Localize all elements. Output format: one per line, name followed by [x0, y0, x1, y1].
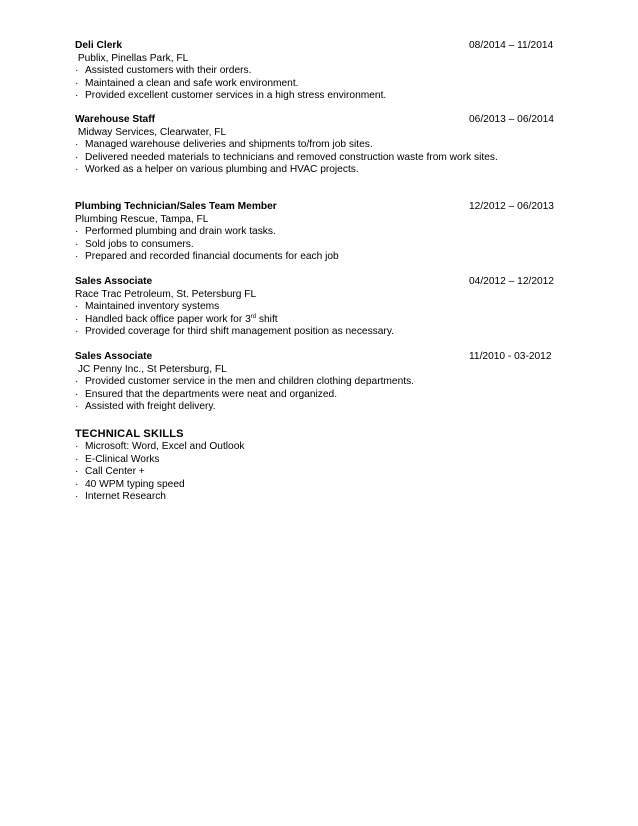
list-item: · Provided excellent customer services in a high stress environment. — [75, 90, 387, 102]
job-company: Race Trac Petroleum, St. Petersburg FL — [75, 288, 257, 300]
list-item: · Sold jobs to consumers. — [75, 238, 194, 250]
job-company: Midway Services, Clearwater, FL — [75, 126, 227, 138]
bullet-dot: · — [75, 77, 79, 89]
job-title: Sales Associate — [75, 351, 153, 362]
bullet-dot: · — [75, 441, 79, 452]
list-item: · Prepared and recorded financial documents for each job — [75, 251, 339, 263]
job-bullets — [75, 301, 563, 339]
bullet-dot: · — [75, 491, 79, 503]
job-entry — [75, 276, 563, 339]
job-company: JC Penny Inc., St Petersburg, FL — [75, 363, 227, 375]
list-item: · Microsoft: Word, Excel and Outlook — [75, 441, 245, 452]
bullet-dot: · — [75, 151, 79, 163]
job-bullets — [75, 376, 563, 414]
list-item: · Performed plumbing and drain work tasks. — [75, 226, 276, 238]
list-item: · Worked as a helper on various plumbing and HVAC projects. — [75, 164, 359, 176]
job-title: Plumbing Technician/Sales Team Member — [75, 201, 277, 212]
section-title-technical-skills: TECHNICAL SKILLS — [75, 428, 184, 440]
job-bullets — [75, 226, 563, 264]
list-item: · Call Center + — [75, 466, 145, 478]
job-entry — [75, 114, 563, 177]
bullet-dot: · — [75, 466, 79, 478]
job-bullets — [75, 65, 563, 103]
bullet-dot: · — [75, 251, 79, 263]
bullet-dot: · — [75, 90, 79, 102]
bullet-dot: · — [75, 388, 79, 400]
bullet-dot: · — [75, 376, 79, 388]
job-dates: 12/2012 – 06/2013 — [469, 201, 554, 212]
list-item: · Ensured that the departments were neat and organized. — [75, 388, 338, 400]
list-item: · Managed warehouse deliveries and shipments to/from job sites. — [75, 139, 373, 151]
job-entry — [75, 351, 563, 414]
job-title: Warehouse Staff — [75, 114, 156, 125]
bullet-dot: · — [75, 226, 79, 238]
list-item: · Provided customer service in the men and children clothing departments. — [75, 376, 414, 388]
list-item: · Handled back office paper work for 3rd shift — [75, 313, 278, 325]
job-dates: 08/2014 – 11/2014 — [469, 40, 554, 51]
bullet-dot: · — [75, 401, 79, 413]
bullet-dot: · — [75, 65, 79, 77]
job-title: Deli Clerk — [75, 40, 122, 51]
list-item: · Maintained a clean and safe work environment. — [75, 77, 299, 89]
job-entry — [75, 40, 563, 103]
list-item: · Provided coverage for third shift management position as necessary. — [75, 326, 394, 338]
job-company: Publix, Pinellas Park, FL — [75, 52, 189, 64]
list-item: · Internet Research — [75, 491, 166, 503]
list-item: · Assisted customers with their orders. — [75, 65, 252, 77]
list-item: · Maintained inventory systems — [75, 301, 220, 313]
list-item: · 40 WPM typing speed — [75, 478, 185, 490]
skills-list — [75, 441, 244, 504]
bullet-dot: · — [75, 326, 79, 338]
job-dates: 06/2013 – 06/2014 — [469, 114, 554, 125]
list-item: · E-Clinical Works — [75, 453, 160, 465]
bullet-dot: · — [75, 478, 79, 490]
bullet-dot: · — [75, 139, 79, 151]
bullet-dot: · — [75, 453, 79, 465]
list-item: · Assisted with freight delivery. — [75, 401, 216, 413]
bullet-dot: · — [75, 238, 79, 250]
bullet-dot: · — [75, 164, 79, 176]
job-title: Sales Associate — [75, 276, 153, 287]
job-entry — [75, 201, 563, 264]
bullet-dot: · — [75, 313, 79, 325]
list-item: · Delivered needed materials to technicians and removed construction waste from work sites. — [75, 151, 498, 163]
job-bullets — [75, 139, 563, 177]
job-dates: 11/2010 - 03-2012 — [469, 351, 552, 362]
bullet-dot: · — [75, 301, 79, 313]
job-company: Plumbing Rescue, Tampa, FL — [75, 213, 209, 225]
superscript: rd — [250, 313, 257, 320]
job-dates: 04/2012 – 12/2012 — [469, 276, 554, 287]
